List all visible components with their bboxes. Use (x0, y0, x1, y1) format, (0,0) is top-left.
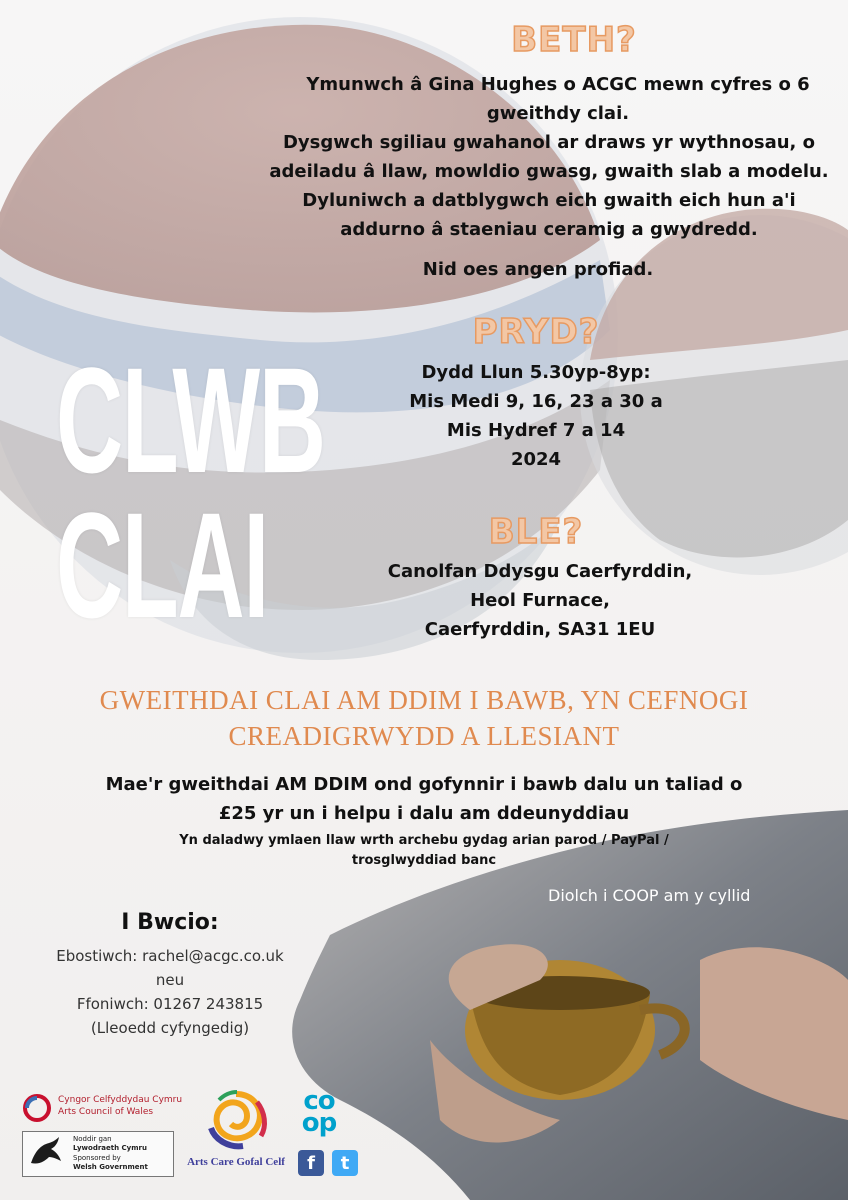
beth-intro-line-2: gweithdy clai. (486, 103, 630, 124)
funding-thanks: Diolch i COOP am y cyllid (548, 886, 751, 905)
beth-intro-line-1: Ymunwch â Gina Hughes o ACGC mewn cyfres o 6 (306, 74, 810, 95)
ble-details (380, 557, 700, 644)
wg-sponsor-english: Sponsored by (73, 1154, 121, 1162)
facebook-icon[interactable]: f (298, 1150, 324, 1176)
beth-note: Nid oes angen profiad. (422, 259, 654, 280)
ble-line: Canolfan Ddysgu Caerfyrddin, (387, 561, 693, 582)
fee-sub-line-1: Yn daladwy ymlaen llaw wrth archebu gydag arian parod / PayPal / (179, 833, 669, 848)
tagline-line-1: GWEITHDAI CLAI AM DDIM I BAWB, YN CEFNOGI (99, 685, 749, 715)
pryd-line: Dydd Llun 5.30yp-8yp: (421, 362, 651, 383)
acgc-spiral-icon (201, 1088, 271, 1150)
pryd-line: Mis Hydref 7 a 14 (446, 420, 626, 441)
arts-care-gofal-celf-logo (186, 1088, 286, 1178)
fee-line-1: Mae'r gweithdai AM DDIM ond gofynnir i bawb dalu un taliad o (105, 774, 743, 795)
beth-description-line: Dysgwch sgiliau gwahanol ar draws yr wythnosau, o (282, 132, 816, 153)
twitter-icon[interactable]: t (332, 1150, 358, 1176)
beth-heading: BETH? (511, 20, 637, 60)
coop-logo-top: co (303, 1086, 335, 1116)
ble-line: Heol Furnace, (470, 590, 610, 611)
pryd-details (386, 358, 686, 474)
beth-description-line: Dyluniwch a datblygwch eich gwaith eich hun a'i (302, 190, 796, 211)
welsh-dragon-icon (27, 1135, 65, 1171)
coop-logo-bottom: op (301, 1108, 337, 1138)
booking-heading: I Bwcio: (121, 910, 219, 935)
fee-sub-line-2: trosglwyddiad banc (351, 853, 497, 868)
pryd-heading: PRYD? (472, 312, 600, 352)
ble-heading: BLE? (488, 512, 584, 552)
tagline-line-2: CREADIGRWYDD A LLESIANT (228, 721, 620, 751)
wg-name-english: Welsh Government (73, 1163, 148, 1171)
page-title (56, 336, 325, 649)
booking-email[interactable]: Ebostiwch: rachel@acgc.co.uk (56, 947, 284, 965)
wg-sponsor-welsh: Noddir gan (73, 1135, 112, 1143)
title-line-2: CLAI (56, 481, 269, 649)
ble-line: Caerfyrddin, SA31 1EU (424, 619, 656, 640)
arts-council-name-english: Arts Council of Wales (58, 1107, 154, 1117)
tagline (0, 682, 848, 754)
arts-council-name-welsh: Cyngor Celfyddydau Cymru (58, 1095, 183, 1105)
pryd-line: Mis Medi 9, 16, 23 a 30 a (409, 391, 663, 412)
booking-or: neu (155, 971, 185, 989)
acgc-name: Arts Care Gofal Celf (187, 1156, 285, 1168)
fee-info (0, 770, 848, 871)
fee-line-2: £25 yr un i helpu i dalu am ddeunyddiau (218, 803, 630, 824)
booking-limited: (Lleoedd cyfyngedig) (90, 1019, 250, 1037)
booking-phone[interactable]: Ffoniwch: 01267 243815 (76, 995, 264, 1013)
coop-logo (298, 1086, 340, 1140)
beth-description-line: addurno â staeniau ceramig a gwydredd. (340, 219, 758, 240)
beth-description-line: adeiladu â llaw, mowldio gwasg, gwaith slab a modelu. (269, 161, 829, 182)
welsh-government-logo (22, 1131, 174, 1177)
beth-description (250, 128, 848, 244)
beth-intro (268, 70, 848, 128)
arts-council-logo (22, 1093, 183, 1125)
arts-council-emblem-icon (22, 1093, 52, 1123)
title-line-1: CLWB (56, 336, 325, 504)
pryd-line: 2024 (510, 449, 562, 470)
wg-name-welsh: Lywodraeth Cymru (73, 1144, 147, 1152)
booking-section (40, 908, 300, 1040)
